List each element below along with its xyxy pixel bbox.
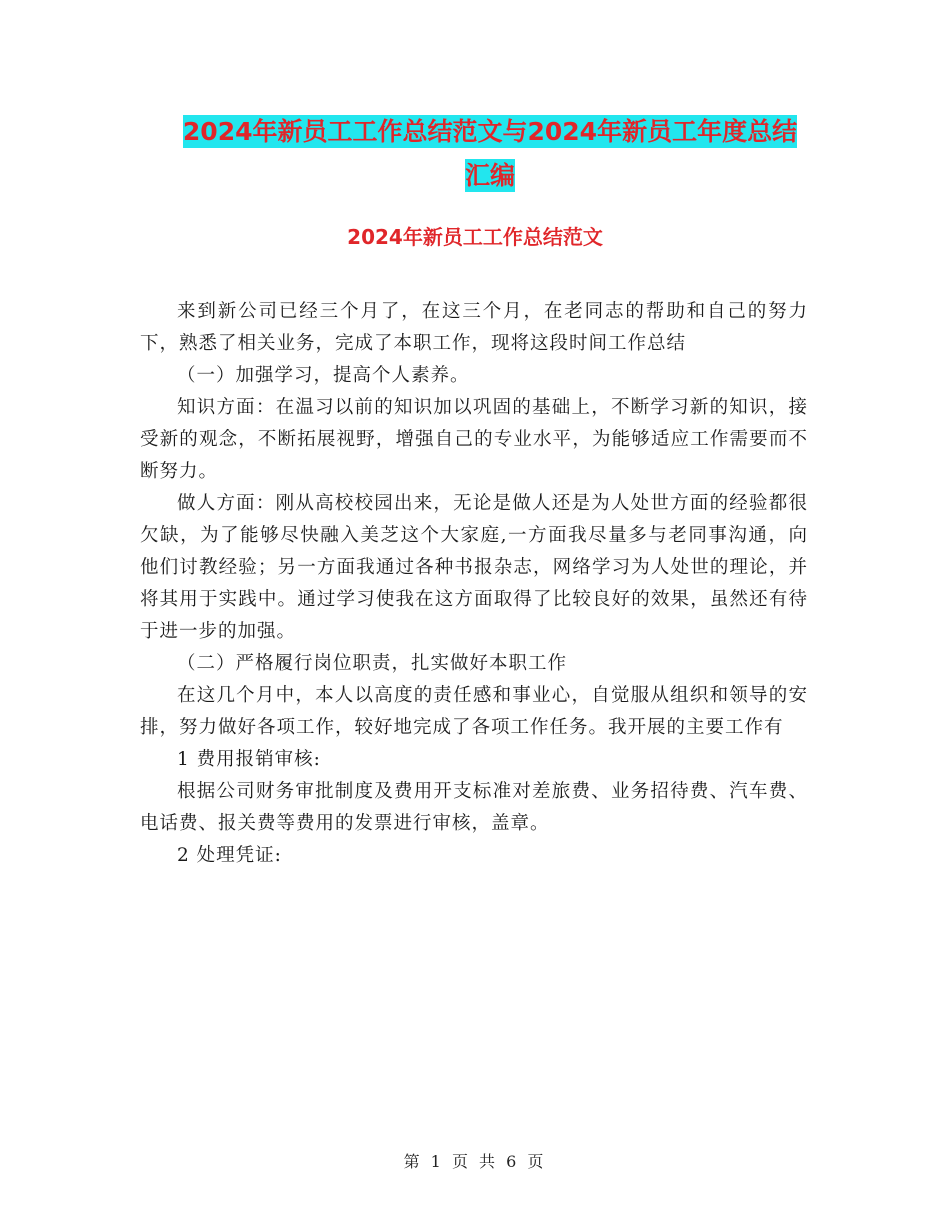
paragraph-4: 做人方面：刚从高校校园出来，无论是做人还是为人处世方面的经验都很欠缺，为了能够尽快融入美芝这个大家庭,一方面我尽量多与老同事沟通，向他们讨教经验；另一方面我通过各种书报杂志，网络学习为人处世的理论，并将其用于实践中。通过学习使我在这方面取得了比较良好的效果，虽然还有待于进一步的加强。	[140, 493, 808, 642]
paragraph-6: 在这几个月中，本人以高度的责任感和事业心，自觉服从组织和领导的安排，努力做好各项工作，较好地完成了各项工作任务。我开展的主要工作有	[140, 685, 808, 738]
paragraph-9: 2 处理凭证:	[177, 845, 282, 866]
title-line-2: 汇编	[464, 161, 515, 190]
section-title: 2024年新员工工作总结范文	[347, 225, 603, 249]
paragraph-5: （二）严格履行岗位职责，扎实做好本职工作	[177, 653, 568, 674]
document-body	[140, 296, 808, 872]
paragraph-2: （一）加强学习，提高个人素养。	[177, 365, 470, 386]
paragraph-1: 来到新公司已经三个月了，在这三个月，在老同志的帮助和自己的努力下，熟悉了相关业务，完成了本职工作，现将这段时间工作总结	[140, 301, 808, 354]
title-line-1: 2024年新员工工作总结范文与2024年新员工年度总结	[182, 117, 798, 146]
paragraph-7: 1 费用报销审核:	[177, 749, 321, 770]
paragraph-3: 知识方面：在温习以前的知识加以巩固的基础上，不断学习新的知识，接受新的观念，不断拓展视野，增强自己的专业水平，为能够适应工作需要而不断努力。	[140, 397, 808, 482]
document-title	[140, 110, 840, 198]
paragraph-8: 根据公司财务审批制度及费用开支标准对差旅费、业务招待费、汽车费、电话费、报关费等费用的发票进行审核，盖章。	[140, 781, 808, 834]
page-footer: 第 1 页 共 6 页	[403, 1152, 547, 1171]
